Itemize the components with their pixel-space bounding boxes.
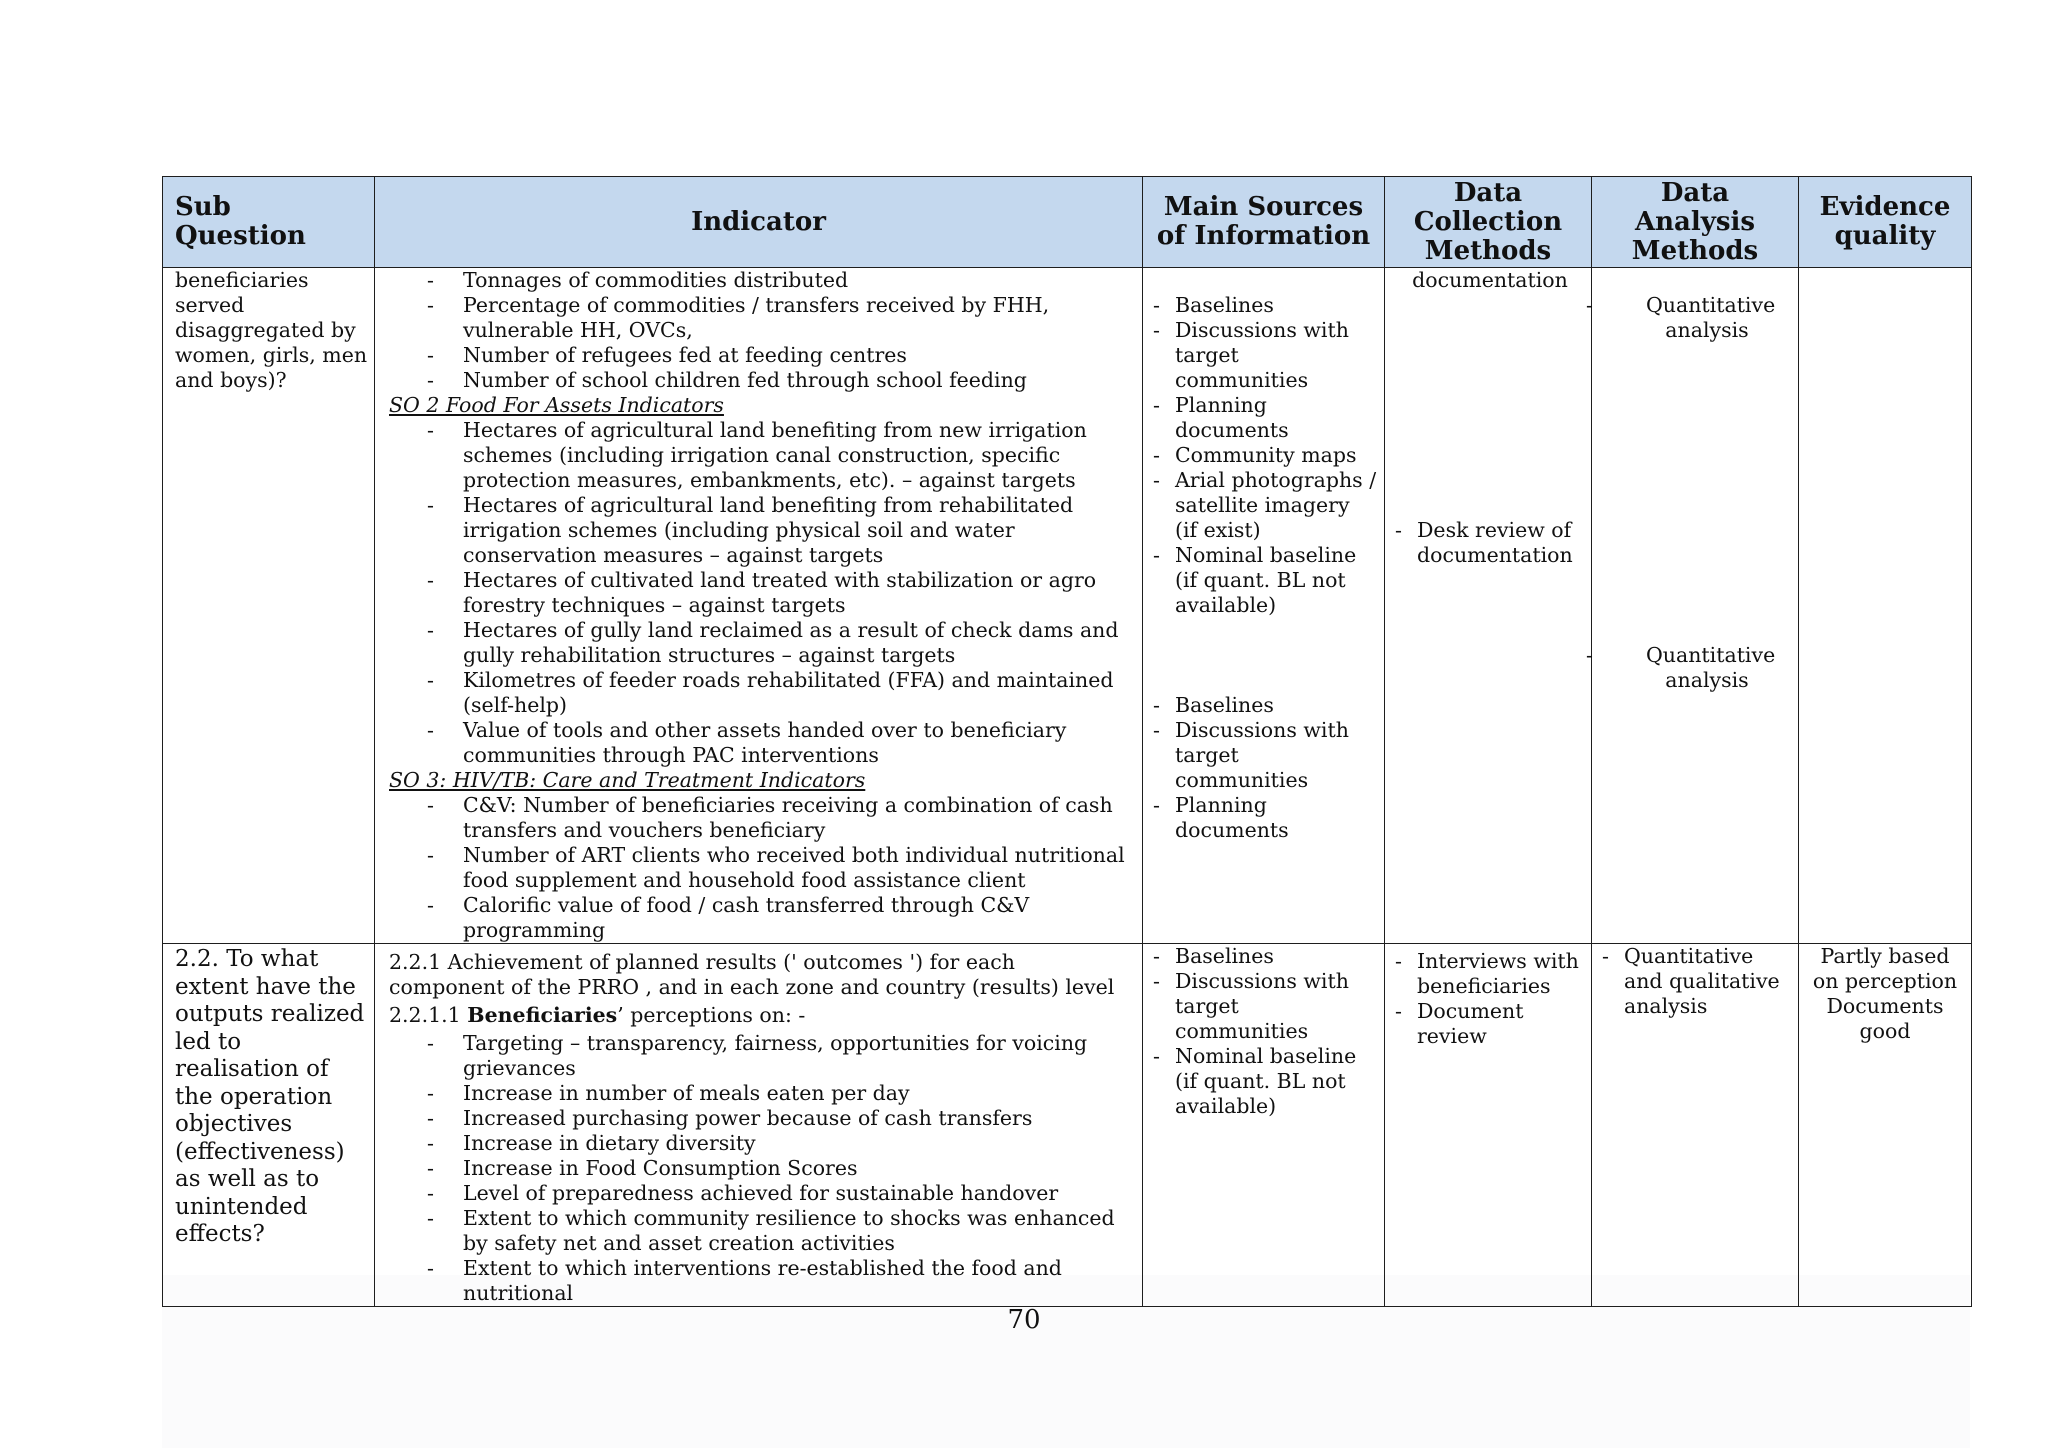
main-sources-cell (1143, 268, 1385, 944)
data-collection-cell (1385, 944, 1592, 1307)
analysis-line: Quantitative (1646, 293, 1776, 317)
perceptions-number: 2.2.1.1 (389, 1003, 461, 1027)
analysis-line: Quantitative (1646, 643, 1776, 667)
analysis-line: analysis (1665, 668, 1749, 692)
list-item: - Baselines (1153, 944, 1378, 969)
list-item: - Interviews with beneficiaries (1395, 949, 1585, 999)
list-item: - Kilometres of feeder roads rehabilitated (FFA) and maintained (self-help) (389, 668, 1132, 718)
indicator-list (389, 268, 1132, 393)
list-item: - Discussions with target communities (1153, 969, 1378, 1044)
list-item: - Value of tools and other assets handed over to beneficiary communities through PAC interventions (389, 718, 1132, 768)
collection-list (1395, 949, 1585, 1049)
list-item: - Extent to which community resilience to shocks was enhanced by safety net and asset creation activities (389, 1206, 1132, 1256)
list-item: - Nominal baseline (if quant. BL not available) (1153, 543, 1378, 618)
header-main-sources: Main Sources of Information (1143, 177, 1385, 268)
perceptions-suffix: ’ perceptions on: - (617, 1003, 806, 1027)
list-item: - Planning documents (1153, 793, 1378, 843)
list-item: - Percentage of commodities / transfers received by FHH, vulnerable HH, OVCs, (389, 293, 1132, 343)
list-item: - Hectares of gully land reclaimed as a result of check dams and gully rehabilitation structures – against targets (389, 618, 1132, 668)
sub-question-text: beneficiaries served disaggregated by women, girls, men and boys)? (175, 268, 368, 392)
list-item: - Number of ART clients who received both individual nutritional food supplement and household food assistance client (389, 843, 1132, 893)
list-item: - Calorific value of food / cash transferred through C&V programming (389, 893, 1132, 943)
perceptions-list (389, 1031, 1132, 1306)
list-item: - Arial photographs / satellite imagery (if exist) (1153, 468, 1378, 543)
header-indicator: Indicator (375, 177, 1143, 268)
list-item: - Baselines (1153, 693, 1378, 718)
list-item: - Number of refugees fed at feeding centres (389, 343, 1132, 368)
list-item: - C&V: Number of beneficiaries receiving a combination of cash transfers and vouchers beneficiary (389, 793, 1132, 843)
header-evidence-quality: Evidence quality (1799, 177, 1972, 268)
indicator-intro: 2.2.1 Achievement of planned results (' outcomes ') for each component of the PRRO , and in each zone and country (results) level (389, 950, 1115, 999)
table-row (163, 268, 1972, 944)
list-item: - Document review (1395, 999, 1585, 1049)
list-item: - Increase in dietary diversity (389, 1131, 1132, 1156)
list-item: - Quantitative and qualitative analysis (1602, 944, 1792, 1019)
list-item: - Increased purchasing power because of cash transfers (389, 1106, 1132, 1131)
perceptions-bold: Beneficiaries (467, 1003, 618, 1027)
list-item: - Community maps (1153, 443, 1378, 468)
table-header-row (163, 177, 1972, 268)
list-item: - Baselines (1153, 293, 1378, 318)
list-item: - Planning documents (1153, 393, 1378, 443)
sub-question-cell (163, 944, 375, 1307)
collection-text: documentation (1412, 268, 1568, 292)
header-sub-question: Sub Question (163, 177, 375, 268)
list-item: - Hectares of cultivated land treated with stabilization or agro forestry techniques – against targets (389, 568, 1132, 618)
list-item: - Discussions with target communities (1153, 318, 1378, 393)
sources-list (1153, 693, 1378, 843)
list-item: - Desk review of documentation (1395, 518, 1585, 568)
list-item: - Nominal baseline (if quant. BL not available) (1153, 1044, 1378, 1119)
so3-heading: SO 3: HIV/TB: Care and Treatment Indicators (389, 768, 866, 792)
page-number: 70 (1007, 1305, 1041, 1335)
list-item: - Targeting – transparency, fairness, opportunities for voicing grievances (389, 1031, 1132, 1081)
main-sources-cell (1143, 944, 1385, 1307)
so2-heading: SO 2 Food For Assets Indicators (389, 393, 724, 417)
perceptions-heading (389, 1003, 1132, 1028)
list-item: - Level of preparedness achieved for sustainable handover (389, 1181, 1132, 1206)
evidence-quality-cell (1799, 944, 1972, 1307)
list-item: - Increase in Food Consumption Scores (389, 1156, 1132, 1181)
analysis-list (1602, 944, 1792, 1019)
evaluation-matrix-table (162, 176, 1972, 1307)
list-item: - Number of school children fed through school feeding (389, 368, 1132, 393)
data-collection-cell (1385, 268, 1592, 944)
data-analysis-cell (1592, 944, 1799, 1307)
so3-list (389, 793, 1132, 943)
sub-question-text: 2.2. To what extent have the outputs realized led to realisation of the operation objectives (effectiveness) as well as to unintended effects? (175, 946, 365, 1247)
sources-list (1153, 944, 1378, 1119)
list-item: - Hectares of agricultural land benefiting from rehabilitated irrigation schemes (including physical soil and water conservation measures – against targets (389, 493, 1132, 568)
sources-list (1153, 293, 1378, 618)
analysis-item: - Quantitative analysis (1602, 643, 1792, 693)
data-analysis-cell (1586, 268, 1799, 944)
analysis-line: analysis (1665, 318, 1749, 342)
collection-list (1395, 518, 1585, 568)
evidence-text: Partly based on perception Documents good (1812, 944, 1958, 1043)
list-item: - Hectares of agricultural land benefiting from new irrigation schemes (including irrigation canal construction, specific protection measures, embankments, etc). – against targets (389, 418, 1132, 493)
header-data-collection: Data Collection Methods (1385, 177, 1592, 268)
so2-list (389, 418, 1132, 768)
indicator-cell (375, 944, 1143, 1307)
list-item: - Increase in number of meals eaten per day (389, 1081, 1132, 1106)
indicator-cell (375, 268, 1143, 944)
list-item: - Extent to which interventions re-established the food and nutritional (389, 1256, 1132, 1306)
header-data-analysis: Data Analysis Methods (1592, 177, 1799, 268)
sub-question-cell (163, 268, 375, 944)
list-item: - Tonnages of commodities distributed (389, 268, 1132, 293)
list-item: - Discussions with target communities (1153, 718, 1378, 793)
analysis-item: - Quantitative analysis (1602, 293, 1792, 343)
evidence-quality-cell (1799, 268, 1972, 944)
table-row (163, 944, 1972, 1307)
